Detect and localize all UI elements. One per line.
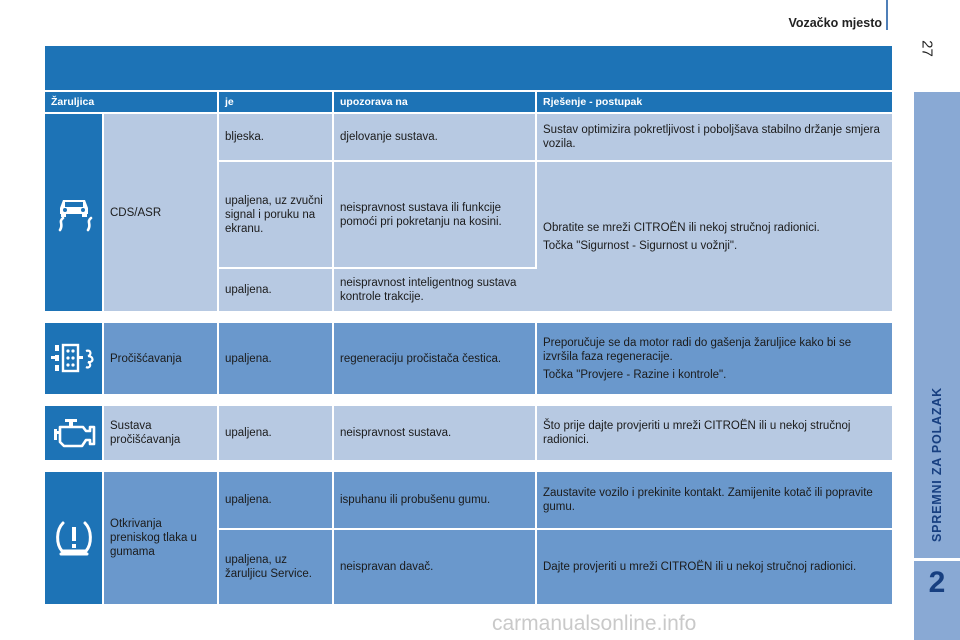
- table-row: [45, 323, 892, 396]
- warning-lights-table: [45, 92, 892, 606]
- solution-cell: [537, 530, 892, 606]
- solution-text: Obratite se mreži CITROËN ili nekoj stručnoj radionici.: [543, 221, 820, 234]
- light-icon-cell: [45, 406, 104, 462]
- table-row: [45, 472, 892, 530]
- chapter-divider: [914, 558, 960, 561]
- column-header-state: je: [219, 92, 334, 114]
- state-cell: upaljena, uz žaruljicu Service.: [219, 530, 334, 606]
- light-icon-cell: [45, 472, 104, 606]
- column-header-light: Žaruljica: [45, 92, 219, 114]
- spacer-cell: [45, 313, 892, 323]
- table-row: [45, 406, 892, 462]
- spacer-cell: [45, 396, 892, 406]
- solution-text: Dajte provjeriti u mreži CITROËN ili u nekoj stručnoj radionici.: [543, 561, 857, 573]
- state-cell: upaljena.: [219, 323, 334, 396]
- row-spacer: [45, 396, 892, 406]
- warning-cell: ispuhanu ili probušenu gumu.: [334, 472, 537, 530]
- solution-reference: Točka "Sigurnost - Sigurnost u vožnji".: [543, 239, 738, 252]
- warning-cell: neispravnost inteligentnog sustava kontrole trakcije.: [334, 269, 537, 313]
- warning-cell: regeneraciju pročistača čestica.: [334, 323, 537, 396]
- section-title: Vozačko mjesto: [788, 16, 882, 30]
- column-header-warning: upozorava na: [334, 92, 537, 114]
- solution-text: Zaustavite vozilo i prekinite kontakt. Zamijenite kotač ili popravite gumu.: [543, 487, 873, 513]
- row-spacer: [45, 313, 892, 323]
- warning-cell: neispravnost sustava.: [334, 406, 537, 462]
- header-rule: [886, 0, 888, 30]
- solution-text: Sustav optimizira pokretljivost i poboljšava stabilno držanje smjera vozila.: [543, 124, 880, 150]
- solution-reference: Točka "Provjere - Razine i kontrole".: [543, 368, 727, 381]
- solution-cell: [537, 472, 892, 530]
- table-banner: [45, 46, 892, 90]
- table-row: [45, 114, 892, 162]
- light-name: Pročišćavanja: [104, 323, 219, 396]
- chapter-side-label: SPREMNI ZA POLAZAK: [930, 387, 944, 542]
- warning-cell: neispravnost sustava ili funkcije pomoći pri pokretanju na kosini.: [334, 162, 537, 269]
- warning-cell: djelovanje sustava.: [334, 114, 537, 162]
- solution-cell: [537, 114, 892, 162]
- solution-cell: [537, 162, 892, 313]
- state-cell: upaljena.: [219, 472, 334, 530]
- warning-cell: neispravan davač.: [334, 530, 537, 606]
- page-number: 27: [918, 40, 936, 57]
- tyre-pressure-icon: [52, 518, 96, 558]
- particle-filter-icon: [50, 341, 98, 377]
- solution-text: Što prije dajte provjeriti u mreži CITROËN ili u nekoj stručnoj radionici.: [543, 420, 851, 446]
- light-name: CDS/ASR: [104, 114, 219, 313]
- light-icon-cell: [45, 323, 104, 396]
- solution-cell: [537, 406, 892, 462]
- watermark: carmanualsonline.info: [492, 612, 697, 635]
- column-header-solution: Rješenje - postupak: [537, 92, 892, 114]
- light-icon-cell: [45, 114, 104, 313]
- state-cell: upaljena.: [219, 269, 334, 313]
- table-header-row: [45, 92, 892, 114]
- state-cell: upaljena.: [219, 406, 334, 462]
- solution-text: Preporučuje se da motor radi do gašenja žaruljice kako bi se izvršila faza regeneracije.: [543, 336, 852, 363]
- light-name: Otkrivanja preniskog tlaka u gumama: [104, 472, 219, 606]
- row-spacer: [45, 462, 892, 472]
- state-cell: upaljena, uz zvučni signal i poruku na ekranu.: [219, 162, 334, 269]
- engine-icon: [52, 416, 96, 450]
- light-name: Sustava pročišćavanja: [104, 406, 219, 462]
- state-cell: bljeska.: [219, 114, 334, 162]
- spacer-cell: [45, 462, 892, 472]
- chapter-number: 2: [928, 566, 946, 599]
- solution-cell: [537, 323, 892, 396]
- skid-car-icon: [54, 193, 94, 233]
